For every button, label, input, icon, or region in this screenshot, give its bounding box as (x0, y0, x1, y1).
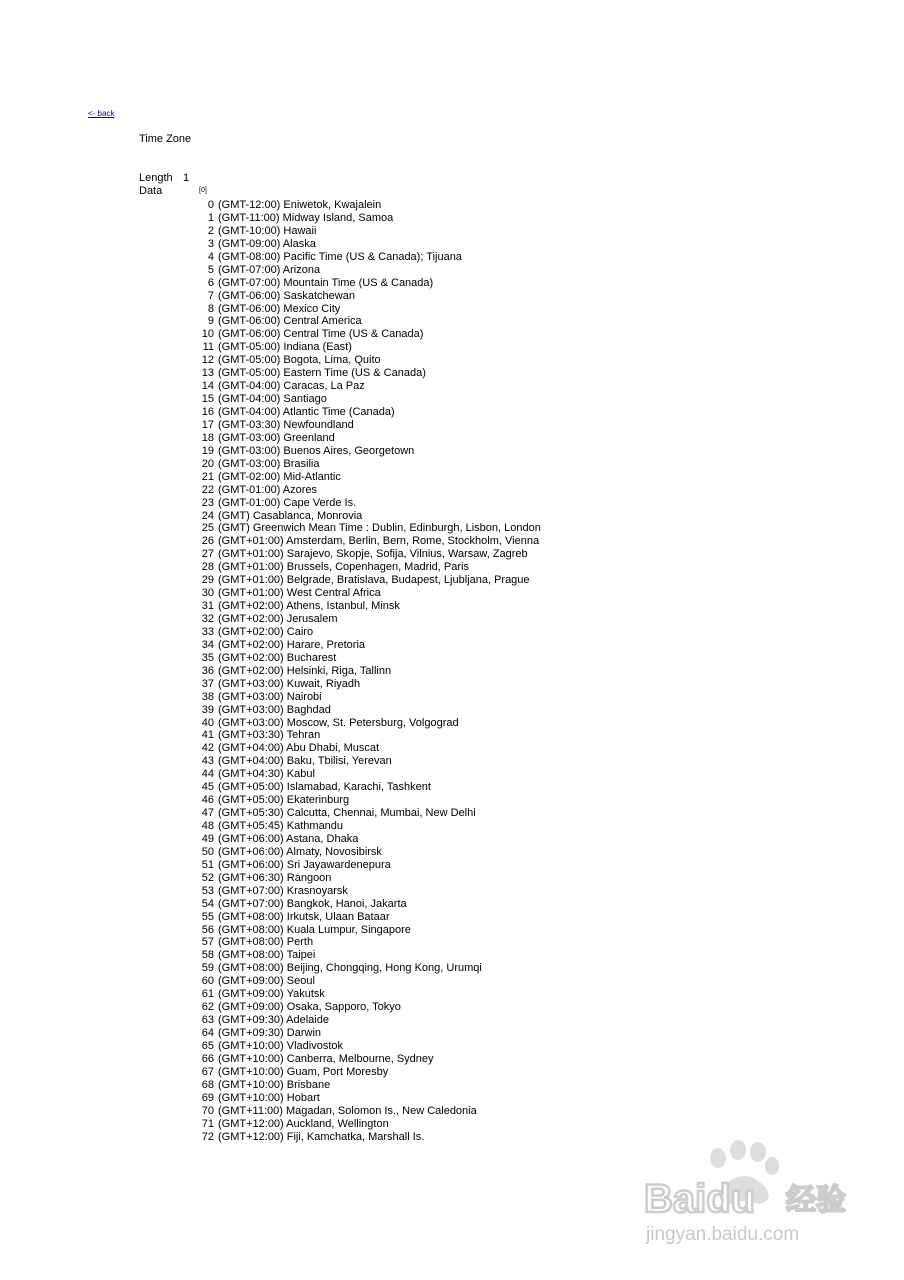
list-item (190, 1079, 541, 1092)
back-link[interactable]: <- back (88, 109, 115, 118)
list-item (190, 587, 541, 600)
list-item-label: (GMT-12:00) Eniwetok, Kwajalein (218, 199, 382, 211)
list-item-label: (GMT+03:30) Tehran (218, 729, 321, 742)
list-item (190, 484, 541, 497)
list-item-label: (GMT-05:00) Indiana (East) (218, 341, 352, 354)
list-item (190, 898, 541, 911)
list-item-label: (GMT+01:00) Belgrade, Bratislava, Budapest, Ljubljana, Prague (218, 574, 530, 587)
timezone-list (190, 199, 541, 1143)
list-item-label: (GMT+04:00) Abu Dhabi, Muscat (218, 742, 380, 755)
list-item (190, 885, 541, 898)
list-item (190, 367, 541, 380)
list-item-index: 46 (201, 794, 214, 807)
list-item-label: (GMT+08:00) Kuala Lumpur, Singapore (218, 923, 411, 936)
list-item (190, 290, 541, 303)
list-item-index: 70 (201, 1104, 214, 1117)
list-item (190, 665, 541, 678)
list-item-index: 48 (201, 820, 214, 832)
list-item-label: (GMT-03:00) Brasilia (218, 457, 320, 470)
list-item (190, 561, 541, 574)
list-item-label: (GMT+05:45) Kathmandu (218, 820, 344, 832)
list-item-index: 58 (201, 949, 214, 962)
list-item-label: (GMT) Greenwich Mean Time : Dublin, Edinburgh, Lisbon, London (218, 522, 541, 535)
list-item (190, 510, 541, 523)
list-item-index: 43 (201, 755, 214, 768)
list-item-index: 18 (201, 431, 214, 444)
list-item-label: (GMT+10:00) Brisbane (218, 1078, 331, 1091)
list-item-index: 55 (201, 910, 214, 923)
list-item (190, 924, 541, 937)
list-item-label: (GMT) Casablanca, Monrovia (218, 509, 363, 522)
list-item-label: (GMT+02:00) Athens, Istanbul, Minsk (218, 600, 400, 613)
list-item-index: 7 (207, 289, 214, 302)
list-item-label: (GMT+03:00) Nairobi (218, 690, 322, 703)
list-item-index: 52 (201, 871, 214, 884)
list-item-label: (GMT+10:00) Guam, Port Moresby (218, 1065, 389, 1078)
list-item-label: (GMT+12:00) Auckland, Wellington (218, 1117, 389, 1130)
page-title: Time Zone (139, 133, 192, 145)
list-item-index: 21 (201, 470, 214, 483)
list-item-index: 51 (201, 858, 214, 871)
list-item-index: 34 (201, 638, 214, 651)
list-item (190, 794, 541, 807)
list-item-label: (GMT+05:00) Islamabad, Karachi, Tashkent (218, 781, 431, 794)
list-item (190, 303, 541, 316)
list-item-label: (GMT+04:00) Baku, Tbilisi, Yerevan (218, 755, 392, 768)
baidu-jingyan-watermark (640, 1140, 860, 1250)
list-item-index: 64 (201, 1027, 214, 1039)
list-item (190, 820, 541, 833)
list-item-index: 40 (201, 716, 214, 729)
list-item (190, 1040, 541, 1053)
watermark-cn-text: 经验 (786, 1183, 846, 1218)
list-item-label: (GMT+09:30) Darwin (218, 1027, 322, 1039)
list-item (190, 522, 541, 535)
list-item-label: (GMT+06:00) Sri Jayawardenepura (218, 858, 391, 871)
list-item-index: 28 (201, 561, 214, 574)
list-item (190, 729, 541, 742)
list-item-label: (GMT+10:00) Canberra, Melbourne, Sydney (218, 1052, 434, 1065)
list-item-index: 59 (201, 962, 214, 975)
list-item-index: 3 (207, 237, 214, 250)
list-item-label: (GMT-06:00) Central Time (US & Canada) (218, 328, 424, 341)
list-item (190, 393, 541, 406)
list-item-index: 45 (201, 781, 214, 794)
list-item (190, 781, 541, 794)
list-item-index: 8 (207, 302, 214, 315)
list-item-index: 22 (201, 483, 214, 496)
list-item-index: 2 (207, 224, 214, 237)
list-item-label: (GMT-10:00) Hawaii (218, 224, 317, 237)
list-item-index: 54 (201, 897, 214, 910)
list-item (190, 251, 541, 264)
list-item (190, 445, 541, 458)
list-item (190, 199, 541, 212)
list-item-label: (GMT+01:00) Brussels, Copenhagen, Madrid, Paris (218, 561, 469, 574)
list-item (190, 419, 541, 432)
watermark-brand: Baidu (644, 1177, 756, 1221)
list-item (190, 1092, 541, 1105)
list-item-label: (GMT-01:00) Cape Verde Is. (218, 496, 357, 509)
list-item-label: (GMT+11:00) Magadan, Solomon Is., New Caledonia (218, 1104, 477, 1117)
list-item-index: 6 (207, 276, 214, 289)
list-item-label: (GMT-03:00) Greenland (218, 431, 335, 444)
list-item (190, 936, 541, 949)
list-item-label: (GMT+07:00) Krasnoyarsk (218, 884, 348, 897)
list-item (190, 768, 541, 781)
list-item-index: 25 (201, 522, 214, 535)
list-item-label: (GMT+03:00) Kuwait, Riyadh (218, 677, 361, 690)
list-item-index: 71 (201, 1117, 214, 1130)
list-item (190, 975, 541, 988)
list-item-label: (GMT+08:00) Perth (218, 936, 314, 949)
list-item-index: 38 (201, 690, 214, 703)
list-item (190, 238, 541, 251)
list-item-index: 14 (201, 380, 214, 393)
list-item (190, 497, 541, 510)
list-item (190, 1105, 541, 1118)
list-item (190, 613, 541, 626)
list-item-label: (GMT-06:00) Saskatchewan (218, 289, 355, 302)
list-item (190, 406, 541, 419)
list-item-label: (GMT+02:00) Bucharest (218, 651, 337, 664)
list-item-label: (GMT-04:00) Caracas, La Paz (218, 380, 365, 393)
watermark-url: jingyan.baidu.com (646, 1224, 800, 1245)
list-item-index: 56 (201, 923, 214, 936)
list-item-index: 36 (201, 664, 214, 677)
list-item-index: 61 (201, 988, 214, 1001)
list-item-index: 27 (201, 548, 214, 561)
list-item (190, 458, 541, 471)
list-item-label: (GMT+10:00) Vladivostok (218, 1039, 344, 1052)
list-item-label: (GMT-09:00) Alaska (218, 237, 316, 250)
list-item-index: 49 (201, 832, 214, 845)
list-item (190, 846, 541, 859)
list-item-label: (GMT-11:00) Midway Island, Samoa (218, 211, 394, 224)
list-item-label: (GMT+12:00) Fiji, Kamchatka, Marshall Is. (218, 1130, 425, 1143)
list-item (190, 264, 541, 277)
list-item (190, 277, 541, 290)
list-item (190, 755, 541, 768)
list-item-index: 65 (201, 1039, 214, 1052)
list-item-label: (GMT+05:00) Ekaterinburg (218, 794, 350, 807)
list-item (190, 600, 541, 613)
list-item-label: (GMT+10:00) Hobart (218, 1091, 320, 1104)
length-label: Length (139, 172, 173, 184)
list-item-index: 53 (201, 884, 214, 897)
list-item-label: (GMT+08:00) Irkutsk, Ulaan Bataar (218, 910, 390, 923)
list-item (190, 328, 541, 341)
list-item-index: 1 (207, 211, 214, 224)
list-item (190, 1053, 541, 1066)
list-item-index: 62 (201, 1001, 214, 1014)
list-item (190, 548, 541, 561)
list-item (190, 535, 541, 548)
list-item-index: 16 (201, 406, 214, 418)
list-item-index: 19 (201, 444, 214, 457)
list-item (190, 354, 541, 367)
list-item-index: 9 (207, 315, 214, 328)
list-item (190, 949, 541, 962)
list-item-label: (GMT+08:00) Beijing, Chongqing, Hong Kong, Urumqi (218, 962, 482, 975)
list-item-index: 24 (201, 509, 214, 522)
list-item-index: 42 (201, 742, 214, 755)
list-item-index: 20 (201, 457, 214, 470)
list-item-label: (GMT-08:00) Pacific Time (US & Canada); Tijuana (218, 250, 462, 263)
list-item-index: 37 (201, 677, 214, 690)
list-item-index: 35 (201, 651, 214, 664)
list-item-index: 4 (207, 250, 214, 263)
list-item-label: (GMT-01:00) Azores (218, 483, 318, 496)
list-item (190, 225, 541, 238)
list-item-index: 10 (201, 328, 214, 341)
list-item-index: 44 (201, 768, 214, 781)
list-item (190, 704, 541, 717)
list-item-label: (GMT+09:00) Seoul (218, 975, 315, 988)
list-item-label: (GMT-05:00) Eastern Time (US & Canada) (218, 367, 426, 380)
list-item-label: (GMT-04:00) Santiago (218, 393, 327, 406)
list-item-label: (GMT-06:00) Mexico City (218, 302, 341, 315)
list-item (190, 652, 541, 665)
list-item-index: 41 (201, 729, 214, 742)
list-item-index: 47 (201, 807, 214, 820)
list-item-label: (GMT+01:00) Amsterdam, Berlin, Bern, Rome, Stockholm, Vienna (218, 535, 540, 548)
list-item-label: (GMT+04:30) Kabul (218, 768, 315, 781)
list-item (190, 315, 541, 328)
list-item (190, 1118, 541, 1131)
list-item (190, 1014, 541, 1027)
list-item-label: (GMT-06:00) Central America (218, 315, 362, 328)
list-item-label: (GMT-03:00) Buenos Aires, Georgetown (218, 444, 415, 457)
list-item-label: (GMT+09:00) Yakutsk (218, 988, 325, 1001)
list-item-index: 15 (201, 393, 214, 406)
list-item-label: (GMT+09:30) Adelaide (218, 1014, 329, 1027)
list-item-label: (GMT-05:00) Bogota, Lima, Quito (218, 354, 381, 367)
list-item-index: 5 (207, 263, 214, 276)
list-item-index: 17 (201, 418, 214, 431)
data-label: Data (139, 185, 163, 197)
list-item-label: (GMT+02:00) Cairo (218, 625, 314, 638)
list-item (190, 639, 541, 652)
list-item-index: 0 (207, 199, 214, 211)
list-item-index: 50 (201, 845, 214, 858)
list-item-index: 63 (201, 1014, 214, 1027)
list-item (190, 574, 541, 587)
list-item (190, 691, 541, 704)
list-item (190, 1001, 541, 1014)
list-item (190, 717, 541, 730)
list-item (190, 833, 541, 846)
list-item-index: 33 (201, 625, 214, 638)
list-item-label: (GMT+06:00) Astana, Dhaka (218, 832, 359, 845)
list-item (190, 1066, 541, 1079)
list-item-index: 26 (201, 535, 214, 548)
list-item (190, 380, 541, 393)
list-item-index: 39 (201, 703, 214, 716)
list-item-index: 23 (201, 496, 214, 509)
list-item (190, 341, 541, 354)
list-item (190, 432, 541, 445)
list-item-label: (GMT+07:00) Bangkok, Hanoi, Jakarta (218, 897, 407, 910)
list-item-index: 72 (201, 1130, 214, 1143)
list-item (190, 988, 541, 1001)
list-item-label: (GMT-04:00) Atlantic Time (Canada) (218, 406, 395, 418)
list-item-index: 57 (201, 936, 214, 949)
list-item-label: (GMT+02:00) Jerusalem (218, 613, 338, 625)
list-item-index: 60 (201, 975, 214, 988)
list-item-index: 32 (201, 613, 214, 625)
list-item-label: (GMT+06:00) Almaty, Novosibirsk (218, 845, 382, 858)
list-item-label: (GMT+05:30) Calcutta, Chennai, Mumbai, New Delhi (218, 807, 476, 820)
list-item-index: 69 (201, 1091, 214, 1104)
list-item-label: (GMT+03:00) Moscow, St. Petersburg, Volgograd (218, 716, 459, 729)
list-item (190, 872, 541, 885)
list-item-label: (GMT+08:00) Taipei (218, 949, 316, 962)
list-item-index: 30 (201, 587, 214, 600)
list-item-index: 31 (201, 600, 214, 613)
list-item (190, 471, 541, 484)
list-item (190, 212, 541, 225)
list-item-label: (GMT-07:00) Arizona (218, 263, 321, 276)
list-item (190, 626, 541, 639)
list-item (190, 1027, 541, 1040)
list-item (190, 859, 541, 872)
length-value: 1 (183, 172, 190, 184)
list-item-label: (GMT-03:30) Newfoundland (218, 418, 354, 431)
list-item-label: (GMT-02:00) Mid-Atlantic (218, 470, 341, 483)
index-marker: [0] (199, 187, 207, 194)
list-item-index: 12 (201, 354, 214, 367)
list-item-index: 13 (201, 367, 214, 380)
list-item-index: 68 (201, 1078, 214, 1091)
list-item-index: 66 (201, 1052, 214, 1065)
list-item (190, 1131, 541, 1144)
list-item (190, 962, 541, 975)
list-item (190, 742, 541, 755)
list-item-label: (GMT-07:00) Mountain Time (US & Canada) (218, 276, 434, 289)
list-item-label: (GMT+02:00) Harare, Pretoria (218, 638, 366, 651)
list-item (190, 911, 541, 924)
list-item-label: (GMT+01:00) West Central Africa (218, 587, 381, 600)
list-item-label: (GMT+06:30) Rangoon (218, 871, 332, 884)
list-item-index: 67 (201, 1065, 214, 1078)
list-item-label: (GMT+01:00) Sarajevo, Skopje, Sofija, Vilnius, Warsaw, Zagreb (218, 548, 528, 561)
list-item-label: (GMT+02:00) Helsinki, Riga, Tallinn (218, 664, 392, 677)
list-item (190, 807, 541, 820)
list-item-index: 11 (202, 341, 214, 354)
list-item-label: (GMT+03:00) Baghdad (218, 703, 331, 716)
list-item-index: 29 (201, 574, 214, 587)
list-item (190, 678, 541, 691)
list-item-label: (GMT+09:00) Osaka, Sapporo, Tokyo (218, 1001, 401, 1014)
